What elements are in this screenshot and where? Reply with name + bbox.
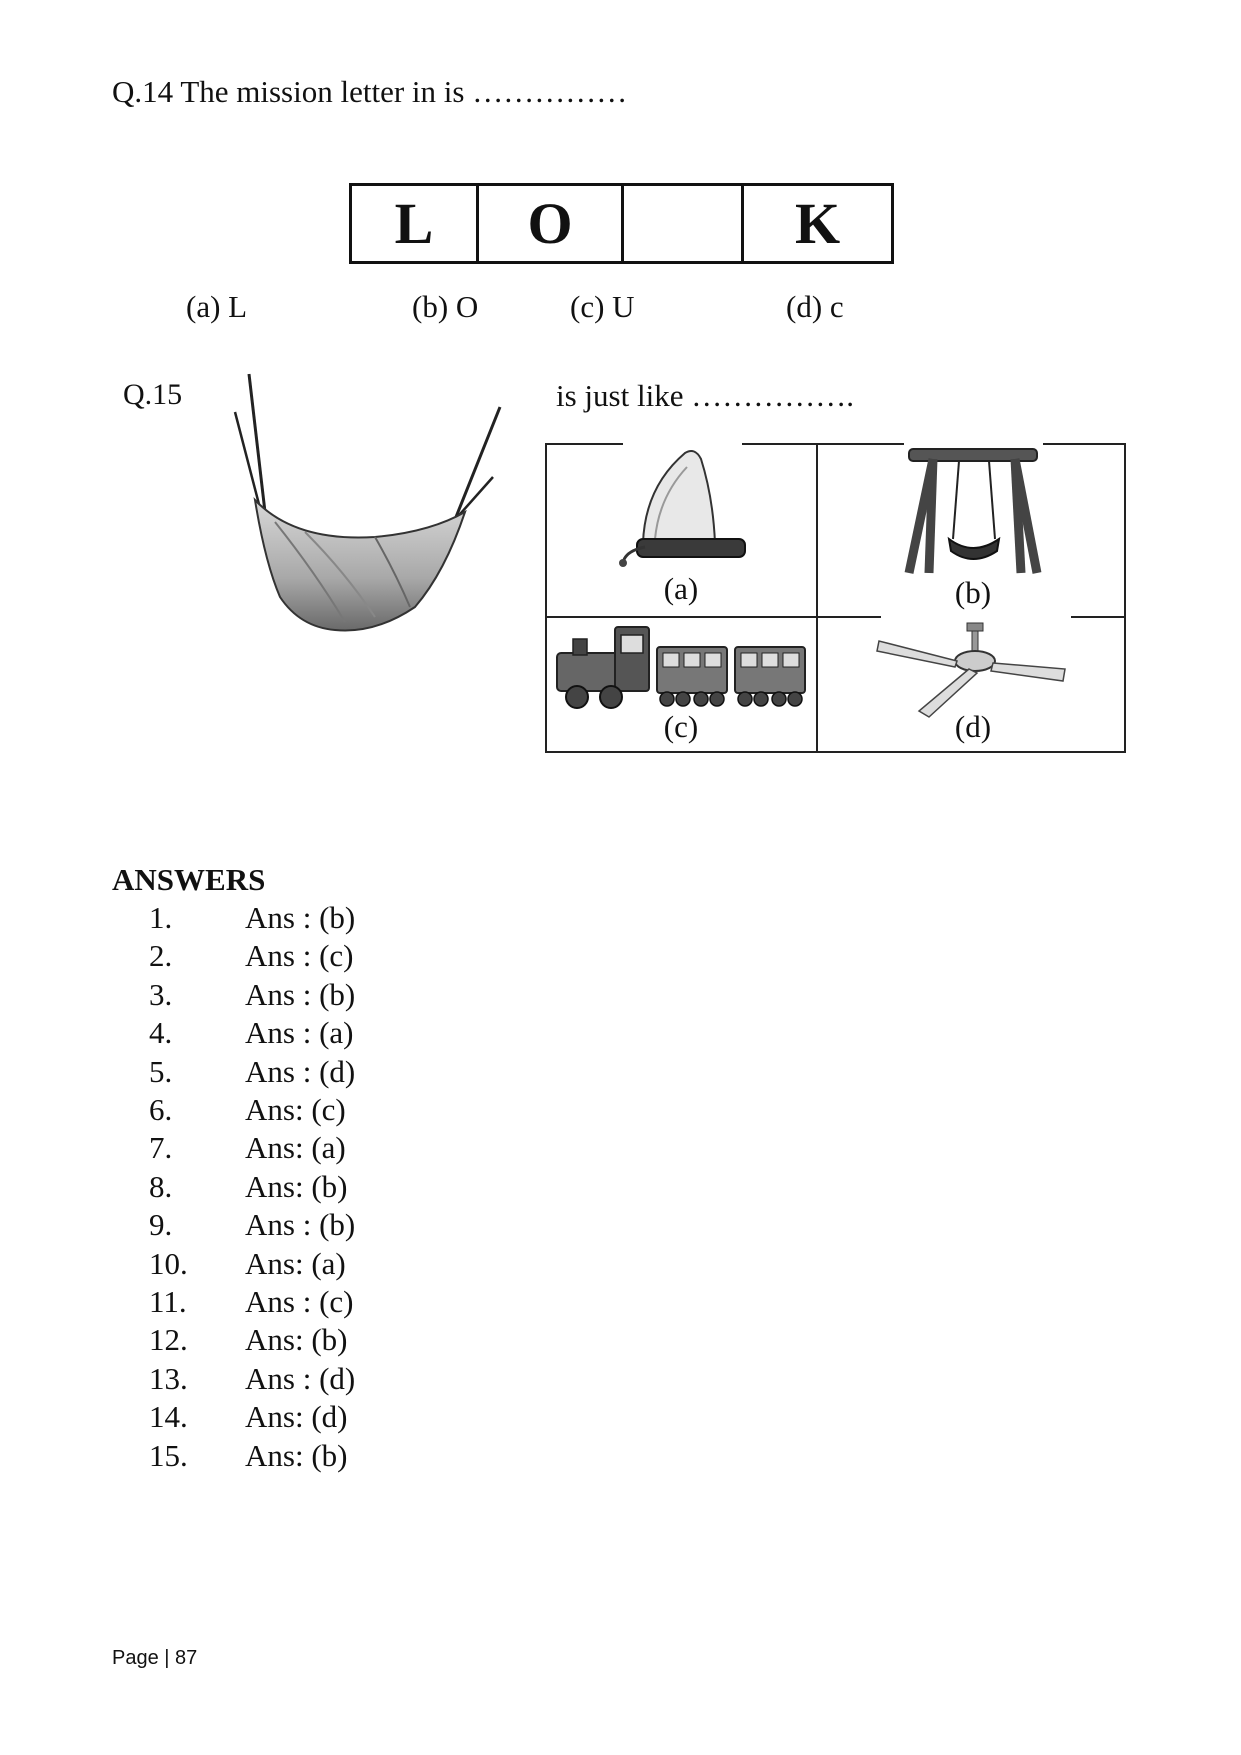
answer-number: 2. <box>149 938 173 974</box>
q14-option-d: (d) c <box>786 289 844 324</box>
answer-text: Ans : (b) <box>245 1207 356 1243</box>
answer-number: 10. <box>149 1245 188 1281</box>
letter-cell: O <box>479 186 624 261</box>
letter-sequence-box <box>349 183 894 264</box>
answer-number: 12. <box>149 1322 188 1358</box>
answer-number: 11. <box>149 1284 187 1319</box>
question-15-text: is just like ……………. <box>556 378 854 413</box>
answer-text: Ans: (a) <box>245 1245 346 1281</box>
train-illustration <box>553 619 813 711</box>
letter-cell-blank <box>624 186 744 261</box>
q15-option-d-label: (d) <box>954 709 992 744</box>
answer-text: Ans : (d) <box>245 1053 356 1089</box>
grid-border <box>545 443 547 753</box>
grid-border <box>1124 443 1126 753</box>
grid-border <box>545 751 1126 753</box>
question-15-label: Q.15 <box>123 378 183 411</box>
answer-text: Ans: (d) <box>245 1399 348 1435</box>
q14-option-a: (a) L <box>186 289 248 324</box>
grid-border <box>1043 443 1126 445</box>
q15-option-a-label: (a) <box>663 571 699 606</box>
answer-text: Ans: (b) <box>245 1437 348 1473</box>
letter-cell: L <box>352 186 479 261</box>
ceiling-fan-illustration <box>875 621 1070 721</box>
iron-illustration <box>615 447 750 569</box>
answer-text: Ans : (a) <box>245 1015 354 1051</box>
answer-text: Ans : (d) <box>245 1360 356 1396</box>
answers-heading: ANSWERS <box>112 862 266 897</box>
answer-text: Ans : (b) <box>245 900 356 935</box>
answer-text: Ans: (a) <box>245 1130 346 1166</box>
grid-border <box>742 443 904 445</box>
answer-number: 5. <box>149 1053 173 1089</box>
question-14-text: Q.14 The mission letter in is …………… <box>112 74 628 109</box>
hammock-illustration <box>225 372 515 634</box>
q14-option-b: (b) O <box>412 289 479 324</box>
q15-options-grid <box>545 443 1126 753</box>
answer-number: 8. <box>149 1168 173 1204</box>
answer-text: Ans : (c) <box>245 938 354 974</box>
swing-illustration <box>903 445 1043 577</box>
answer-number: 6. <box>149 1092 173 1127</box>
q14-option-c: (c) U <box>570 289 635 324</box>
answer-number: 3. <box>149 976 173 1012</box>
letter-cell: K <box>794 191 841 256</box>
answer-number: 1. <box>149 900 173 935</box>
answer-text: Ans : (c) <box>245 1284 354 1319</box>
grid-divider <box>1071 616 1126 618</box>
answer-text: Ans: (b) <box>245 1322 348 1358</box>
answer-text: Ans: (b) <box>245 1168 348 1204</box>
answer-number: 14. <box>149 1399 188 1435</box>
q15-option-b-label: (b) <box>954 575 992 610</box>
answer-number: 9. <box>149 1207 173 1243</box>
answer-number: 13. <box>149 1360 188 1396</box>
page-footer: Page | 87 <box>112 1647 198 1669</box>
answer-number: 15. <box>149 1437 188 1473</box>
answer-number: 4. <box>149 1015 173 1051</box>
answer-text: Ans : (b) <box>245 976 356 1012</box>
grid-divider <box>816 443 818 753</box>
grid-divider <box>545 616 881 618</box>
answer-number: 7. <box>149 1130 173 1166</box>
answer-text: Ans: (c) <box>245 1092 346 1127</box>
grid-border <box>545 443 623 445</box>
q15-option-c-label: (c) <box>663 709 699 744</box>
